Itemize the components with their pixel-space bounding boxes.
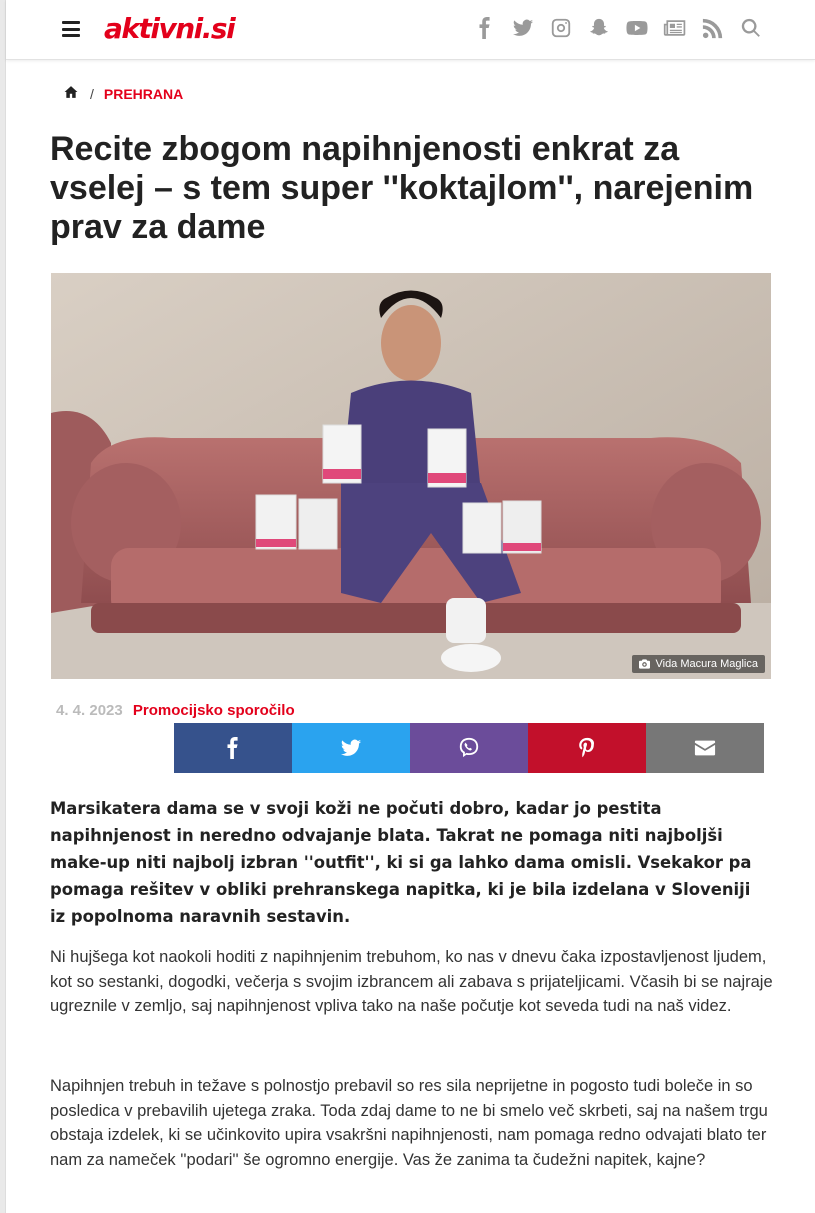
home-icon[interactable]	[64, 85, 78, 102]
twitter-icon	[340, 737, 362, 759]
article-paragraph: Napihnjen trebuh in težave s polnostjo prebavil so res sila neprijetne in pogosto tudi boleče in so posledica v prebavilih ujetega zraka. Toda zdaj dame to ne bi smelo več skrbeti, saj na našem trgu obstaja izdelek, ki se učinkovito upira vsakršni napihnjenosti, nam pomaga redno odvajati blato ter nam za nameček ''podari'' še ogromno energije. Vas že zanima ta čudežni napitek, kajne?	[50, 1077, 768, 1169]
social-links	[473, 16, 763, 40]
page-left-edge	[0, 0, 6, 1213]
breadcrumb	[64, 85, 183, 102]
share-email-button[interactable]	[646, 723, 764, 773]
email-icon	[694, 737, 716, 759]
image-credit	[632, 655, 765, 673]
share-pinterest-button[interactable]	[528, 723, 646, 773]
viber-icon	[458, 737, 480, 759]
article-date: 4. 4. 2023	[56, 702, 123, 719]
share-viber-button[interactable]	[410, 723, 528, 773]
twitter-icon[interactable]	[511, 16, 535, 40]
article-label[interactable]: Promocijsko sporočilo	[132, 702, 295, 719]
youtube-icon[interactable]	[625, 16, 649, 40]
site-logo[interactable]: aktivni.si	[104, 12, 235, 45]
article-meta	[56, 702, 295, 719]
article-title: Recite zbogom napihnjenosti enkrat za vselej – s tem super ''koktajlom'', narejenim prav za dame	[50, 130, 754, 246]
pinterest-icon	[576, 737, 598, 759]
snapchat-icon[interactable]	[587, 16, 611, 40]
newspaper-icon[interactable]	[663, 16, 687, 40]
menu-icon[interactable]	[62, 21, 80, 37]
image-credit-text: Vida Macura Maglica	[655, 658, 758, 670]
search-icon[interactable]	[739, 16, 763, 40]
share-twitter-button[interactable]	[292, 723, 410, 773]
rss-icon[interactable]	[701, 16, 725, 40]
facebook-icon[interactable]	[473, 16, 497, 40]
breadcrumb-separator: /	[90, 85, 94, 102]
instagram-icon[interactable]	[549, 16, 573, 40]
facebook-icon	[222, 737, 244, 759]
site-header	[6, 0, 815, 60]
camera-icon	[639, 659, 650, 669]
hero-photo	[51, 273, 771, 679]
share-bar	[174, 723, 764, 773]
share-facebook-button[interactable]	[174, 723, 292, 773]
article-paragraph: Ni hujšega kot naokoli hoditi z napihnjenim trebuhom, ko nas v dnevu čaka izpostavljenost ljudem, kot so sestanki, dogodki, večerja s svojim izbrancem ali zabava s prijateljicami. Včasih bi se najraje ugreznile v zemljo, saj napihnjenost vpliva tako na naše počutje kot seveda tudi na naš videz.	[50, 948, 773, 1015]
article-lead: Marsikatera dama se v svoji koži ne počuti dobro, kadar jo pestita napihnjenost in neredno odvajanje blata. Takrat ne pomaga niti najboljši make-up niti najbolj izbran ''outfit'', ki si ga lahko dama omisli. Vsekakor pa pomaga rešitev v obliki prehranskega napitka, ki je bila izdelana v Sloveniji iz popolnoma naravnih sestavin.	[50, 799, 752, 926]
article-hero-image	[51, 273, 771, 679]
breadcrumb-category[interactable]: PREHRANA	[103, 85, 184, 102]
